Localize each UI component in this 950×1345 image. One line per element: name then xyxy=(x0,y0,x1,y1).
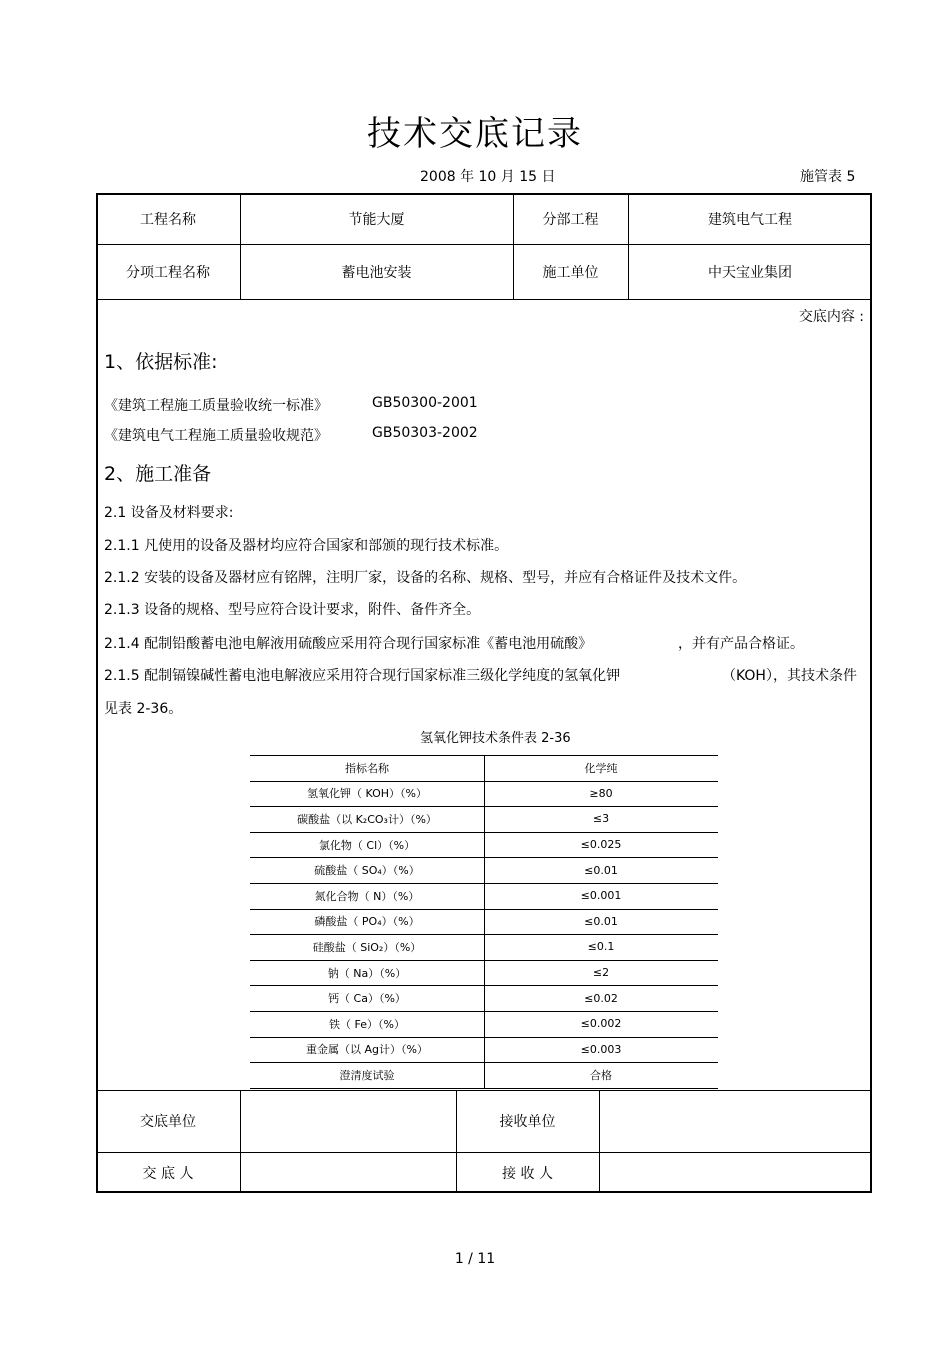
para-2-1-1: 2.1.1 凡使用的设备及器材均应符合国家和部颁的现行技术标准。 xyxy=(104,538,509,554)
standard-name-2: 《建筑电气工程施工质量验收规范》 xyxy=(104,428,328,444)
project-name-value: 节能大厦 xyxy=(348,211,405,228)
para-2-1-3: 2.1.3 设备的规格、型号应符合设计要求，附件、备件齐全。 xyxy=(104,602,481,618)
standard-code-1: GB50300-2001 xyxy=(372,395,478,411)
koh-item-name: 氯化物（ Cl）（%） xyxy=(318,838,416,852)
form-number: 施管表 5 xyxy=(800,169,856,185)
koh-item-value: ≤3 xyxy=(592,812,610,826)
koh-item-value: ≤2 xyxy=(592,966,610,980)
para-2-1-5-start: 2.1.5 配制镉镍碱性蓄电池电解液应采用符合现行国家标准三级化学纯度的氢氧化钾 xyxy=(104,668,621,684)
koh-item-name: 碳酸盐（以 K₂CO₃计）（%） xyxy=(297,812,437,826)
para-2-1: 2.1 设备及材料要求: xyxy=(104,505,234,521)
koh-item-name: 硫酸盐（ SO₄）（%） xyxy=(314,864,420,878)
contractor-value: 中天宝业集团 xyxy=(708,264,792,281)
page-number: 1 / 11 xyxy=(454,1251,496,1267)
koh-item-name: 磷酸盐（ PO₄）（%） xyxy=(314,915,420,929)
document-title: 技术交底记录 xyxy=(367,114,583,154)
koh-item-value: ≤0.02 xyxy=(584,991,618,1005)
division-value: 建筑电气工程 xyxy=(708,211,792,228)
koh-item-value: ≤0.001 xyxy=(580,889,622,903)
koh-item-name: 氮化合物（ N）（%） xyxy=(314,889,420,903)
koh-table-column-rule xyxy=(484,755,485,1088)
koh-item-value: ≤0.025 xyxy=(580,838,622,852)
para-2-1-4-end: ，并有产品合格证。 xyxy=(678,636,804,652)
issuer-unit-field[interactable] xyxy=(240,1090,456,1152)
receiver-unit-label: 接收单位 xyxy=(499,1114,556,1130)
para-2-1-4-start: 2.1.4 配制铅酸蓄电池电解液用硫酸应采用符合现行国家标准《蓄电池用硫酸》 xyxy=(104,636,593,652)
koh-item-name: 氢氧化钾（ KOH）（%） xyxy=(307,787,427,801)
koh-item-value: ≤0.1 xyxy=(587,940,615,954)
issuer-unit-label: 交底单位 xyxy=(140,1114,196,1130)
koh-item-value: ≥80 xyxy=(589,786,613,800)
header-bottom-line xyxy=(96,299,872,300)
koh-item-name: 铁（ Fe）（%） xyxy=(329,1017,405,1031)
para-2-1-2: 2.1.2 安装的设备及器材应有铭牌，注明厂家，设备的名称、规格、型号，并应有合格证件及技术文件。 xyxy=(104,570,747,586)
content-label: 交底内容 : xyxy=(798,309,864,325)
division-label: 分部工程 xyxy=(542,211,599,228)
koh-header-item: 指标名称 xyxy=(345,761,389,775)
koh-item-name: 澄清度试验 xyxy=(339,1068,395,1082)
receiver-unit-field[interactable] xyxy=(599,1090,872,1152)
koh-header-grade: 化学纯 xyxy=(584,761,618,775)
subitem-value: 蓄电池安装 xyxy=(341,264,412,281)
issuer-label: 交 底 人 xyxy=(142,1165,194,1182)
koh-item-value: ≤0.002 xyxy=(580,1017,622,1031)
standard-name-1: 《建筑工程施工质量验收统一标准》 xyxy=(104,398,328,414)
section2-heading: 2、施工准备 xyxy=(104,463,212,485)
subitem-label: 分项工程名称 xyxy=(126,264,210,281)
contractor-label: 施工单位 xyxy=(542,264,599,281)
standard-code-2: GB50303-2002 xyxy=(372,425,478,441)
koh-table-caption: 氢氧化钾技术条件表 2-36 xyxy=(420,731,571,746)
koh-item-name: 重金属（以 Ag计）（%） xyxy=(306,1043,428,1057)
para-2-1-5-cont: 见表 2-36。 xyxy=(104,701,183,717)
koh-item-value: 合格 xyxy=(590,1068,612,1082)
issuer-field[interactable] xyxy=(240,1152,456,1193)
project-name-label: 工程名称 xyxy=(140,211,196,228)
para-2-1-5-end: （KOH），其技术条件 xyxy=(722,668,857,684)
section1-heading: 1、依据标准: xyxy=(104,351,218,373)
receiver-label: 接 收 人 xyxy=(502,1165,553,1182)
koh-table-rule xyxy=(250,1088,718,1089)
receiver-field[interactable] xyxy=(599,1152,872,1193)
koh-item-value: ≤0.01 xyxy=(584,863,618,877)
koh-item-name: 硅酸盐（ SiO₂）（%） xyxy=(312,940,422,954)
koh-item-value: ≤0.01 xyxy=(584,914,618,928)
date-line: 2008 年 10 月 15 日 xyxy=(420,169,556,185)
koh-item-value: ≤0.003 xyxy=(580,1042,622,1056)
koh-item-name: 钠（ Na）（%） xyxy=(327,966,407,980)
koh-item-name: 钙（ Ca）（%） xyxy=(328,992,406,1006)
